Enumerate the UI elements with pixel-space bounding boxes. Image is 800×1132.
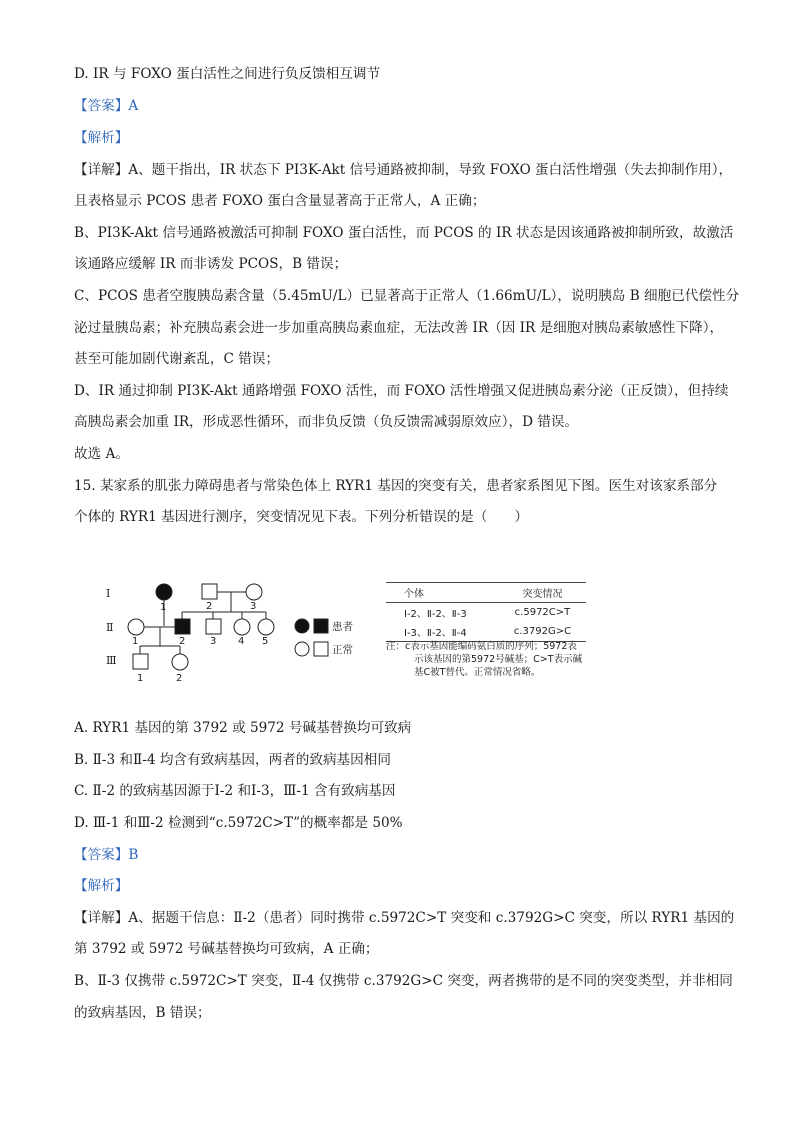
label-III1: 1 [137, 673, 144, 684]
text-line: 个体的 RYR1 基因进行测序，突变情况见下表。下列分析错误的是（ ） [74, 509, 529, 525]
table-cell-mutation: c.3792G>C [513, 626, 572, 637]
label-I3: 3 [250, 601, 257, 612]
label-II5: 5 [262, 636, 269, 647]
legend-affected-male-icon [314, 619, 328, 633]
generation-label-2: Ⅱ [106, 621, 114, 634]
text-line: 的致病基因，B 错误； [74, 1005, 211, 1021]
pedigree-legend [290, 612, 380, 658]
text-line: C、PCOS 患者空腹胰岛素含量（5.45mU/L）已显著高于正常人（1.66mU/L），说明胰岛 B 细胞已代偿性分 [74, 288, 740, 304]
text-line: 且表格显示 PCOS 患者 FOXO 蛋白含量显著高于正常人，A 正确； [74, 193, 486, 209]
legend-normal-label: 正常 [332, 644, 353, 656]
generation-label-3: Ⅲ [106, 654, 117, 667]
legend-affected-female-icon [295, 619, 309, 633]
text-line: 高胰岛素会加重 IR，形成恶性循环，而非负反馈（负反馈需减弱原效应），D 错误。 [74, 414, 579, 430]
label-III2: 2 [176, 673, 183, 684]
individual-III2-normal-female [172, 654, 188, 670]
figure-note [386, 640, 646, 679]
label-II1: 1 [132, 636, 139, 647]
section-tag: 【解析】 [74, 878, 129, 894]
label-I2: 2 [206, 601, 213, 612]
table-row [386, 603, 586, 623]
legend-normal-female-icon [295, 642, 309, 656]
individual-II4-normal-female [234, 619, 250, 635]
text-line: 第 3792 或 5972 号碱基替换均可致病，A 正确； [74, 941, 379, 957]
text-line: D. IR 与 FOXO 蛋白活性之间进行负反馈相互调节 [74, 66, 381, 82]
text-line: C. Ⅱ-2 的致病基因源于Ⅰ-2 和Ⅰ-3，Ⅲ-1 含有致病基因 [74, 783, 396, 799]
table-row [386, 622, 586, 642]
label-II4: 4 [238, 636, 245, 647]
individual-I1-affected-female [156, 584, 172, 600]
individual-I3-normal-female [246, 584, 262, 600]
table-header-mutation: 突变情况 [499, 583, 586, 603]
generation-label-1: Ⅰ [106, 587, 111, 600]
text-line: 【详解】A、题干指出，IR 状态下 PI3K-Akt 信号通路被抑制，导致 FOXO 蛋白活性增强（失去抑制作用）， [74, 162, 733, 178]
individual-II1-normal-female [128, 619, 144, 635]
figure-note-line: 基C被T替代。正常情况省略。 [414, 667, 541, 678]
mutation-table [386, 582, 586, 642]
individual-II3-normal-male [206, 619, 221, 634]
text-line: B、PI3K-Akt 信号通路被激活可抑制 FOXO 蛋白活性，而 PCOS 的 IR 状态是因该通路被抑制所致，故激活 [74, 225, 734, 241]
figure-note-line: 示该基因的第5972号碱基；C>T表示碱 [414, 654, 583, 665]
text-line: 故选 A。 [74, 446, 129, 462]
pedigree-chart [96, 568, 296, 690]
individual-II5-normal-female [258, 619, 274, 635]
text-line: D、IR 通过抑制 PI3K-Akt 通路增强 FOXO 活性，而 FOXO 活性增强又促进胰岛素分泌（正反馈），但持续 [74, 383, 729, 399]
label-I1: 1 [160, 602, 167, 613]
table-header-individual: 个体 [386, 583, 499, 603]
text-line: 【详解】A、据题干信息：Ⅱ-2（患者）同时携带 c.5972C>T 突变和 c.3792G>C 突变，所以 RYR1 基因的 [74, 910, 735, 926]
individual-I2-normal-male [202, 584, 217, 599]
text-line: A. RYR1 基因的第 3792 或 5972 号碱基替换均可致病 [74, 720, 412, 736]
table-cell-individuals: Ⅰ-3、Ⅱ-2、Ⅱ-4 [404, 628, 467, 639]
text-line: 15. 某家系的肌张力障碍患者与常染色体上 RYR1 基因的突变有关，患者家系图见下图。医生对该家系部分 [74, 478, 718, 494]
legend-normal-male-icon [314, 642, 328, 656]
section-tag: 【答案】B [74, 847, 139, 863]
text-line: 该通路应缓解 IR 而非诱发 PCOS，B 错误； [74, 256, 348, 272]
text-line: B、Ⅱ-3 仅携带 c.5972C>T 突变，Ⅱ-4 仅携带 c.3792G>C 突变，两者携带的是不同的突变类型，并非相同 [74, 973, 733, 989]
text-line: D. Ⅲ-1 和Ⅲ-2 检测到“c.5972C>T”的概率都是 50% [74, 815, 403, 831]
table-cell-mutation: c.5972C>T [514, 607, 571, 618]
legend-affected-label: 患者 [332, 621, 353, 633]
label-II2: 2 [179, 636, 186, 647]
text-line: 泌过量胰岛素；补充胰岛素会进一步加重高胰岛素血症，无法改善 IR（因 IR 是细胞对胰岛素敏感性下降）， [74, 320, 724, 336]
text-line: 甚至可能加剧代谢紊乱，C 错误； [74, 351, 280, 367]
section-tag: 【答案】A [74, 98, 139, 114]
table-header-row [386, 583, 586, 603]
individual-III1-normal-male [133, 654, 148, 669]
individual-II2-affected-male [175, 619, 190, 634]
figure-note-line: 注：c表示基因能编码氨白质的序列；5972表 [386, 641, 577, 652]
label-II3: 3 [210, 636, 217, 647]
section-tag: 【解析】 [74, 130, 129, 146]
text-line: B. Ⅱ-3 和Ⅱ-4 均含有致病基因，两者的致病基因相同 [74, 752, 391, 768]
table-cell-individuals: Ⅰ-2、Ⅱ-2、Ⅱ-3 [404, 609, 467, 620]
